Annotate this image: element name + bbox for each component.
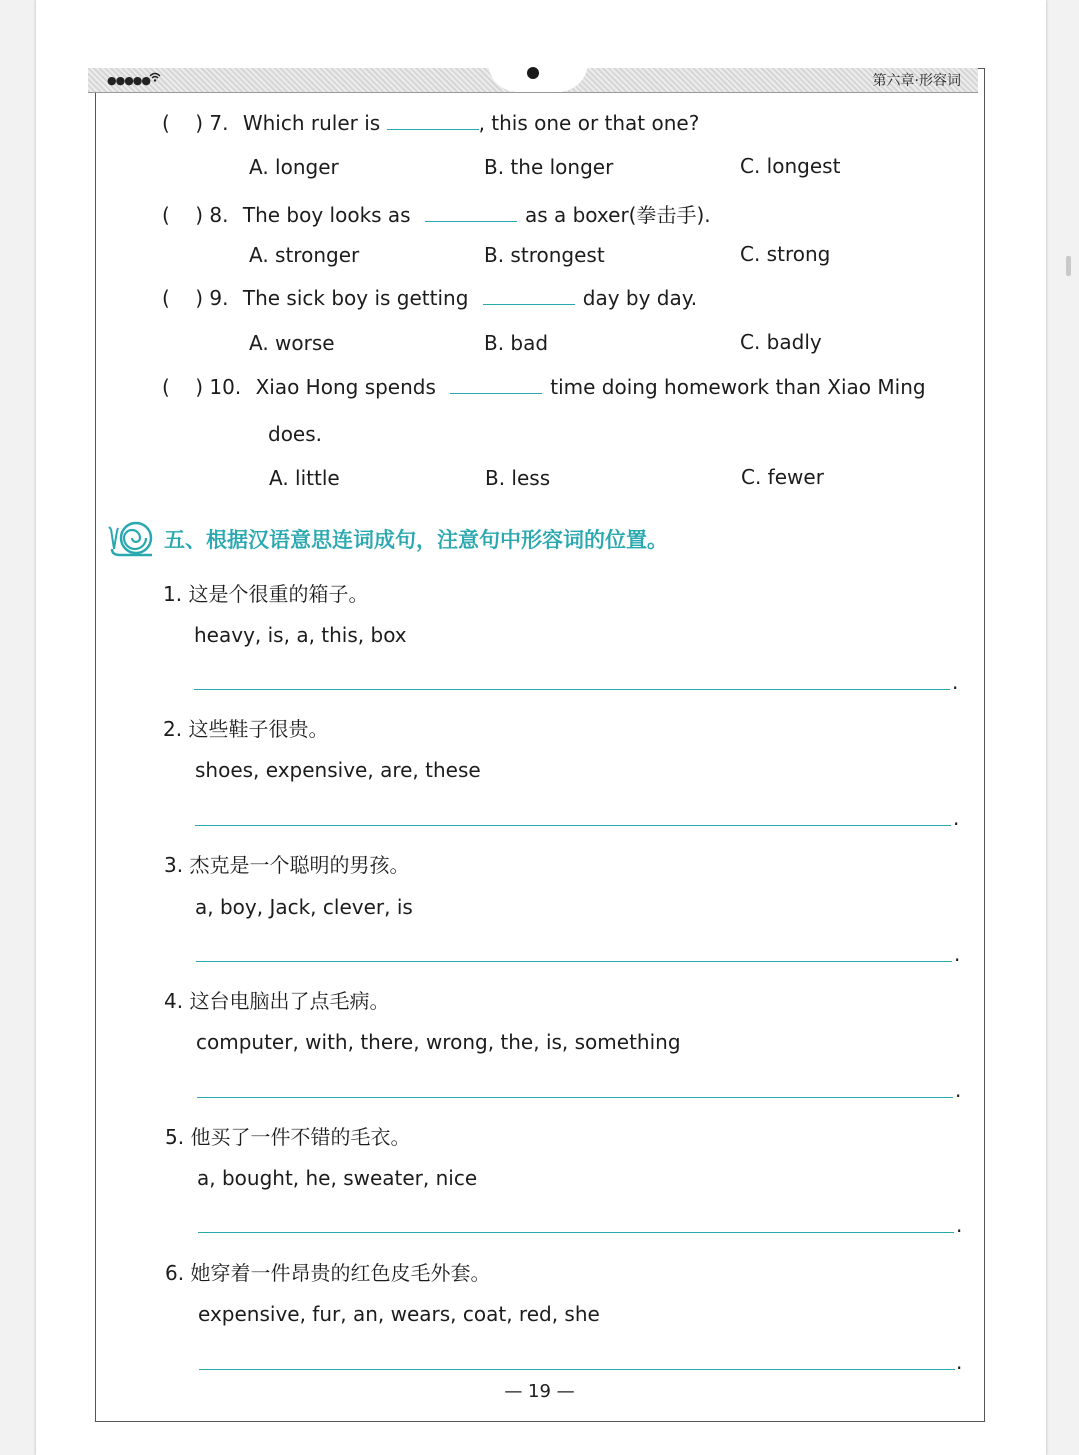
- question-9: ( ) 9. The sick boy is getting day by day.: [162, 286, 698, 310]
- fill-blank[interactable]: [387, 111, 479, 130]
- fill-blank[interactable]: [483, 286, 575, 305]
- word-list: expensive, fur, an, wears, coat, red, she: [198, 1302, 600, 1326]
- answer-paren[interactable]: ( ): [162, 375, 204, 399]
- snail-icon: [108, 519, 156, 557]
- option-a: A. longer: [249, 155, 339, 179]
- answer-line[interactable]: [199, 1369, 955, 1370]
- word-list: computer, with, there, wrong, the, is, something: [196, 1030, 681, 1054]
- answer-line[interactable]: [197, 1097, 953, 1098]
- option-a: A. stronger: [249, 243, 360, 267]
- period: .: [952, 670, 959, 694]
- item-number: 4. 这台电脑出了点毛病。: [164, 989, 390, 1013]
- answer-paren[interactable]: ( ): [162, 286, 204, 310]
- signal-icon: ●●●●●: [107, 74, 150, 87]
- item-number: 6. 她穿着一件昂贵的红色皮毛外套。: [165, 1261, 491, 1285]
- page-frame: [95, 68, 985, 1422]
- question-10: ( ) 10. Xiao Hong spends time doing homework than Xiao Ming: [162, 375, 926, 399]
- item-number: 5. 他买了一件不错的毛衣。: [165, 1125, 411, 1149]
- period: .: [954, 942, 961, 966]
- item-number: 2. 这些鞋子很贵。: [163, 717, 329, 741]
- option-b: B. less: [485, 466, 551, 490]
- period: .: [956, 1350, 963, 1374]
- section-title: 五、根据汉语意思连词成句，注意句中形容词的位置。: [164, 528, 668, 552]
- option-c: C. longest: [740, 154, 841, 178]
- scrollbar-thumb[interactable]: [1066, 256, 1071, 276]
- period: .: [955, 1078, 962, 1102]
- word-list: a, bought, he, sweater, nice: [197, 1166, 478, 1190]
- item-number: 1. 这是个很重的箱子。: [163, 582, 369, 606]
- answer-line[interactable]: [196, 961, 952, 962]
- question-8: ( ) 8. The boy looks as as a boxer(拳击手).: [162, 203, 711, 227]
- answer-paren[interactable]: ( ): [162, 111, 204, 135]
- option-b: B. strongest: [484, 243, 605, 267]
- option-b: B. bad: [484, 331, 549, 355]
- question-10-continuation: does.: [268, 422, 323, 446]
- fill-blank[interactable]: [450, 375, 542, 394]
- option-a: A. worse: [249, 331, 335, 355]
- header-notch: [488, 62, 588, 92]
- answer-line[interactable]: [194, 689, 950, 690]
- wifi-icon: [149, 72, 161, 85]
- word-list: a, boy, Jack, clever, is: [195, 895, 413, 919]
- option-c: C. strong: [740, 242, 831, 266]
- option-c: C. badly: [740, 330, 822, 354]
- word-list: shoes, expensive, are, these: [195, 758, 481, 782]
- period: .: [953, 806, 960, 830]
- option-b: B. the longer: [484, 155, 614, 179]
- answer-paren[interactable]: ( ): [162, 203, 204, 227]
- option-a: A. little: [269, 466, 340, 490]
- answer-line[interactable]: [198, 1232, 954, 1233]
- page-number: — 19 —: [504, 1381, 575, 1402]
- fill-blank[interactable]: [425, 203, 517, 222]
- option-c: C. fewer: [741, 465, 824, 489]
- answer-line[interactable]: [195, 825, 951, 826]
- chapter-title: 第六章·形容词: [872, 73, 961, 89]
- word-list: heavy, is, a, this, box: [194, 623, 407, 647]
- question-7: ( ) 7. Which ruler is , this one or that one?: [162, 111, 700, 135]
- period: .: [956, 1213, 963, 1237]
- item-number: 3. 杰克是一个聪明的男孩。: [164, 853, 410, 877]
- binding-dot: [527, 67, 539, 79]
